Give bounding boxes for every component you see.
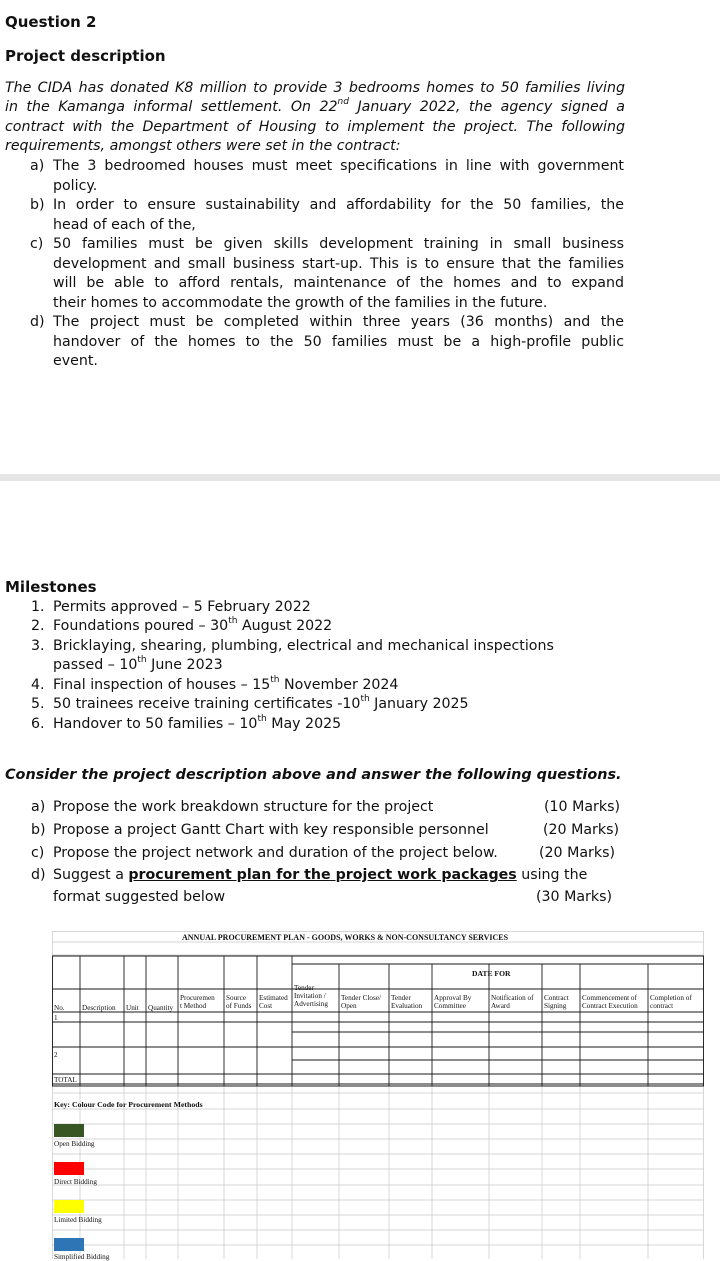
project-heading: Project description — [5, 47, 166, 65]
intro-line-4: requirements, amongst others were set in the contract: — [5, 138, 401, 154]
question-c-marks: (20 Marks) — [539, 845, 616, 861]
page-break-divider — [0, 474, 720, 481]
milestone-num-1: 1. — [31, 599, 45, 615]
milestone-num-3: 3. — [31, 638, 45, 654]
question-a-text: Propose the work breakdown structure for the project — [53, 799, 434, 815]
key-limited-bidding: Limited Bidding — [54, 1216, 102, 1224]
key-open-bidding: Open Bidding — [54, 1140, 95, 1148]
question-letter-c: c) — [31, 845, 45, 861]
req-c-line-3: will be able to afford rentals, maintenance of the homes and to expand — [53, 275, 624, 291]
col-procurement-method: Procuremen t Method — [180, 994, 215, 1010]
col-estimated-cost: Estimated Cost — [259, 994, 288, 1010]
milestone-num-5: 5. — [31, 696, 45, 712]
req-letter-b: b) — [30, 197, 45, 213]
question-d-line-2: format suggested below — [53, 889, 226, 905]
milestone-6: Handover to 50 families – 10th May 2025 — [53, 714, 342, 732]
req-b-line-1: In order to ensure sustainability and affordability for the 50 families, the — [53, 197, 624, 213]
table-title: ANNUAL PROCUREMENT PLAN - GOODS, WORKS & NON-CONSULTANCY SERVICES — [182, 933, 509, 942]
req-a-line-2: policy. — [53, 178, 98, 194]
swatch-open-bidding — [54, 1124, 84, 1137]
swatch-simplified-bidding — [54, 1238, 84, 1251]
milestones-heading: Milestones — [5, 578, 97, 596]
req-a-line-1: The 3 bedroomed houses must meet specifications in line with government — [53, 158, 624, 174]
req-d-line-1: The project must be completed within three years (36 months) and the — [53, 314, 624, 330]
total-label: TOTAL — [54, 1076, 77, 1084]
table-grid — [52, 931, 704, 1259]
req-c-line-1: 50 families must be given skills development training in small business — [53, 236, 624, 252]
procurement-plan-emphasis: procurement plan for the project work packages — [128, 867, 517, 883]
col-description: Description — [82, 1004, 116, 1012]
milestone-3: Bricklaying, shearing, plumbing, electrical and mechanical inspections — [53, 638, 554, 654]
req-b-line-2: head of each of the, — [53, 217, 196, 233]
col-contract-signing: Contract Signing — [544, 994, 569, 1010]
req-d-line-2: handover of the homes to the 50 families must be a high-profile public — [53, 334, 624, 350]
question-letter-d: d) — [31, 867, 46, 883]
question-title: Question 2 — [5, 13, 97, 31]
col-source-of-funds: Source of Funds — [226, 994, 252, 1010]
col-commencement: Commencement of Contract Execution — [582, 994, 638, 1010]
req-c-line-4: their homes to accommodate the growth of the families in the future. — [53, 295, 548, 311]
milestone-1: Permits approved – 5 February 2022 — [53, 599, 311, 615]
procurement-plan-table — [52, 931, 704, 1259]
col-tender-invitation: Tender Invitation / Advertising — [294, 984, 328, 1008]
milestone-4: Final inspection of houses – 15th November 2024 — [53, 675, 399, 693]
key-title: Key: Colour Code for Procurement Methods — [54, 1100, 203, 1109]
milestone-num-6: 6. — [31, 716, 45, 732]
key-simplified-bidding: Simplified Bidding — [54, 1253, 110, 1261]
question-letter-b: b) — [31, 822, 46, 838]
milestone-5: 50 trainees receive training certificates -10th January 2025 — [53, 694, 469, 712]
question-c-text: Propose the project network and duration of the project below. — [53, 845, 498, 861]
milestone-num-2: 2. — [31, 618, 45, 634]
swatch-limited-bidding — [54, 1200, 84, 1213]
question-d-text: Suggest a procurement plan for the project work packages using the — [53, 867, 588, 883]
question-d-marks: (30 Marks) — [536, 889, 613, 905]
row-number-2: 2 — [54, 1051, 58, 1059]
milestone-3-line-2: passed – 10th June 2023 — [53, 655, 223, 673]
req-letter-d: d) — [30, 314, 45, 330]
swatch-direct-bidding — [54, 1162, 84, 1175]
req-letter-a: a) — [30, 158, 45, 174]
col-tender-evaluation: Tender Evaluation — [391, 994, 423, 1010]
intro-line-3: contract with the Department of Housing to implement the project. The following — [5, 119, 625, 135]
question-letter-a: a) — [31, 799, 46, 815]
req-c-line-2: development and small business start-up. This is to ensure that the families — [53, 256, 624, 272]
col-quantity: Quantity — [148, 1004, 174, 1012]
intro-line-2: in the Kamanga informal settlement. On 22nd January 2022, the agency signed a — [5, 97, 625, 115]
question-b-text: Propose a project Gantt Chart with key responsible personnel — [53, 822, 489, 838]
intro-line-1: The CIDA has donated K8 million to provide 3 bedrooms homes to 50 families living — [5, 80, 625, 96]
col-no: No. — [54, 1004, 65, 1012]
row-number-1: 1 — [54, 1014, 58, 1022]
milestone-2: Foundations poured – 30th August 2022 — [53, 616, 333, 634]
instruction: Consider the project description above and answer the following questions. — [5, 767, 622, 783]
col-approval-by-committee: Approval By Committee — [434, 994, 472, 1010]
question-a-marks: (10 Marks) — [544, 799, 621, 815]
key-direct-bidding: Direct Bidding — [54, 1178, 97, 1186]
col-completion: Completion of contract — [650, 994, 692, 1010]
date-for-header: DATE FOR — [472, 969, 511, 978]
milestone-num-4: 4. — [31, 677, 45, 693]
col-unit: Unit — [126, 1004, 139, 1012]
question-b-marks: (20 Marks) — [543, 822, 620, 838]
col-tender-close-open: Tender Close/ Open — [341, 994, 382, 1010]
req-d-line-3: event. — [53, 353, 98, 369]
req-letter-c: c) — [30, 236, 44, 252]
col-notification-of-award: Notification of Award — [491, 994, 534, 1010]
